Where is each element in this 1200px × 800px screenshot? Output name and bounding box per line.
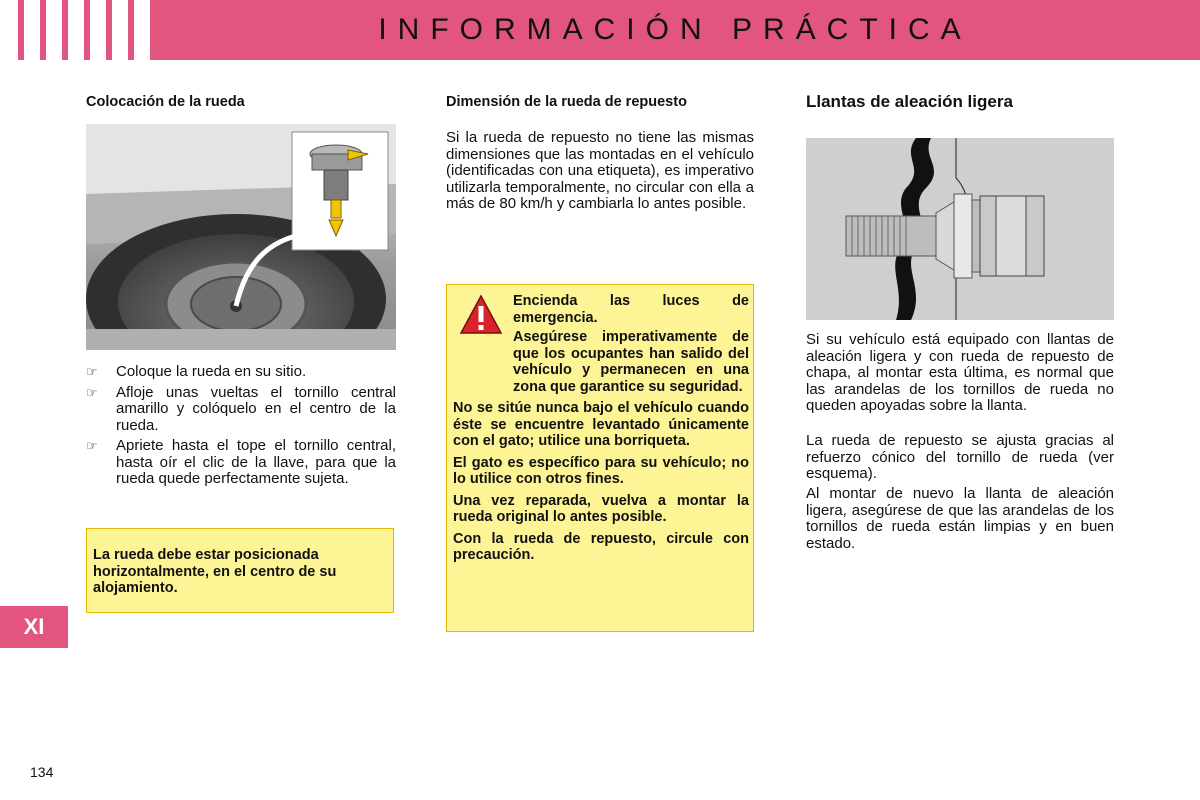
header-stripe: [62, 0, 68, 60]
page-header: [0, 0, 1200, 60]
warning-item: Asegúrese imperativamente de que los ocupantes han salido del vehículo y permanecen en una zona que garantice su seguridad.: [513, 329, 749, 395]
warning-items: [453, 329, 749, 569]
spare-wheel-size-paragraph: Si la rueda de repuesto no tiene las mismas dimensiones que las montadas en el vehículo (identificadas con una etiqueta), es imperativo utilizarla temporalmente, no circular con ella a más de 80 km/h y cambiarla lo antes posible.: [446, 129, 754, 212]
wheel-bolt-diagram: [806, 138, 1114, 320]
list-item: [86, 438, 396, 488]
note-box: [86, 528, 394, 613]
warning-box: [446, 284, 754, 632]
warning-first-line: Encienda las luces de emergencia.: [513, 293, 749, 326]
warning-item: Una vez reparada, vuelva a montar la rueda original lo antes posible.: [453, 492, 749, 525]
header-stripe: [106, 0, 112, 60]
section-heading-wheel-placement: Colocación de la rueda: [86, 94, 245, 110]
pointing-hand-icon: ☞: [86, 364, 98, 379]
list-item-text: Coloque la rueda en su sitio.: [116, 363, 307, 380]
pointing-hand-icon: ☞: [86, 384, 98, 400]
alloy-paragraph: Al montar de nuevo la llanta de aleación ligera, asegúrese de que las arandelas de los tornillos de rueda están limpias y en buen estado.: [806, 485, 1114, 552]
wheel-bolt-drawing: [806, 138, 1114, 320]
list-item-text: Apriete hasta el tope el tornillo central, hasta oír el clic de la llave, para que la rueda quede perfectamente sujeta.: [116, 437, 396, 487]
bullet-list: [86, 364, 396, 492]
pointing-hand-icon: ☞: [86, 438, 98, 453]
alloy-paragraph: La rueda de repuesto se ajusta gracias al refuerzo cónico del tornillo de rueda (ver esquema).: [806, 432, 1114, 482]
spare-wheel-well-illustration: [86, 124, 396, 350]
note-text: La rueda debe estar posicionada horizontalmente, en el centro de su alojamiento.: [93, 547, 337, 596]
header-stripe: [128, 0, 134, 60]
page-number: 134: [30, 764, 54, 780]
header-stripe: [40, 0, 46, 60]
list-item: [86, 385, 396, 435]
warning-item: El gato es específico para su vehículo; no lo utilice con otros fines.: [453, 454, 749, 487]
alloy-paragraph: Si su vehículo está equipado con llantas de aleación ligera y con rueda de repuesto de chapa, al montar esta última, es normal que las arandelas de los tornillos de rueda no queden apoyadas sobre la llanta.: [806, 331, 1114, 414]
list-item-text: Afloje unas vueltas el tornillo central amarillo y colóquelo en el centro de la rueda.: [116, 383, 396, 434]
warning-item: Con la rueda de repuesto, circule con precaución.: [453, 530, 749, 563]
warning-item: No se sitúe nunca bajo el vehículo cuando éste se encuentre levantado únicamente con el gato; utilice una borriqueta.: [453, 400, 749, 449]
spare-wheel-drawing: [86, 124, 396, 350]
header-stripe: [84, 0, 90, 60]
chapter-tab: XI: [0, 606, 68, 648]
list-item: [86, 364, 396, 381]
section-heading-spare-wheel-size: Dimensión de la rueda de repuesto: [446, 94, 687, 110]
header-stripe: [18, 0, 24, 60]
section-heading-alloy-wheels: Llantas de aleación ligera: [806, 92, 1013, 111]
page-title: INFORMACIÓN PRÁCTICA: [378, 13, 972, 46]
